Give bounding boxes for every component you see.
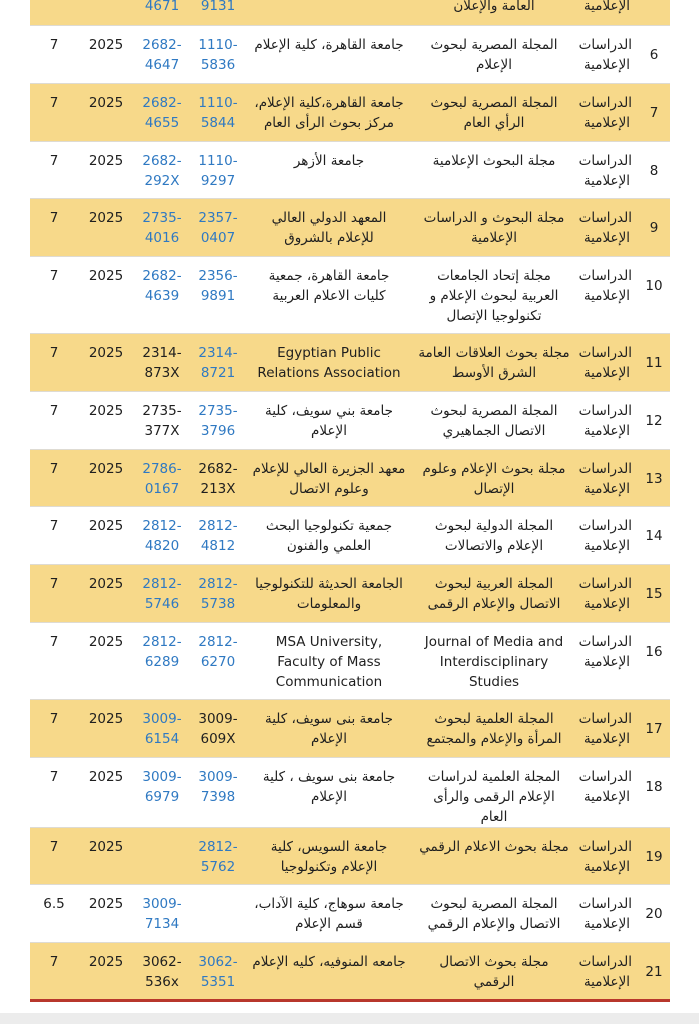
cell-rating: 7 [30, 699, 78, 757]
cell-rating: 7 [30, 942, 78, 1000]
cell-issn-print[interactable]: 2812-4812 [190, 506, 246, 564]
cell-publisher: جامعة بني سويف، كلية الإعلام [246, 391, 412, 449]
cell-issn-print[interactable]: 2735-3796 [190, 391, 246, 449]
cell-issn-online[interactable]: 2682-292X [134, 141, 190, 198]
cell-number [638, 0, 670, 25]
cell-issn-online[interactable] [134, 827, 190, 884]
cell-journal-title: المجلة العلمية لبحوث المرأة والإعلام والمجتمع [412, 699, 576, 757]
cell-number: 14 [638, 506, 670, 564]
cell-publisher: جامعه المنوفيه، كليه الإعلام [246, 942, 412, 1000]
cell-issn-print[interactable]: 3009-7398 [190, 757, 246, 827]
cell-issn-print[interactable]: 1110-5844 [190, 83, 246, 141]
cell-issn-online[interactable]: 2812-5746 [134, 564, 190, 622]
table-row [30, 333, 670, 391]
cell-number: 16 [638, 622, 670, 699]
table-row [30, 622, 670, 699]
cell-issn-online[interactable]: 3009-6979 [134, 757, 190, 827]
bottom-divider [30, 999, 670, 1002]
cell-field: الدراسات الإعلامية [576, 449, 638, 506]
cell-publisher: جامعة بنى سويف، كلية الإعلام [246, 699, 412, 757]
cell-field: الدراسات الإعلامية [576, 827, 638, 884]
cell-rating: 7 [30, 449, 78, 506]
cell-issn-print[interactable]: 9131 [190, 0, 246, 25]
cell-field: الدراسات الإعلامية [576, 757, 638, 827]
cell-journal-title: المجلة الدولية لبحوث الإعلام والاتصالات [412, 506, 576, 564]
cell-publisher: جمعية تكنولوجيا البحث العلمي والفنون [246, 506, 412, 564]
cell-journal-title: مجلة البحوث و الدراسات الإعلامية [412, 198, 576, 256]
cell-journal-title: المجلة المصرية لبحوث الاتصال الجماهيري [412, 391, 576, 449]
cell-number: 9 [638, 198, 670, 256]
cell-number: 11 [638, 333, 670, 391]
cell-year [78, 0, 134, 25]
cell-publisher: جامعة السويس، كلية الإعلام وتكنولوجيا [246, 827, 412, 884]
cell-journal-title: المجلة المصرية لبحوث الرأي العام [412, 83, 576, 141]
cell-rating: 7 [30, 391, 78, 449]
cell-number: 10 [638, 256, 670, 333]
cell-number: 12 [638, 391, 670, 449]
cell-publisher: جامعة القاهرة، جمعية كليات الاعلام العربية [246, 256, 412, 333]
cell-issn-online[interactable]: 4671 [134, 0, 190, 25]
cell-publisher: جامعة القاهرة، كلية الإعلام [246, 25, 412, 83]
table-row [30, 884, 670, 942]
cell-journal-title: العامة والإعلان [412, 0, 576, 25]
cell-field: الدراسات الإعلامية [576, 622, 638, 699]
cell-journal-title: مجلة بحوث الإعلام وعلوم الإتصال [412, 449, 576, 506]
cell-field: الدراسات الإعلامية [576, 564, 638, 622]
cell-field: الدراسات الإعلامية [576, 333, 638, 391]
cell-rating: 7 [30, 564, 78, 622]
cell-rating: 7 [30, 256, 78, 333]
cell-year: 2025 [78, 141, 134, 198]
table-row [30, 942, 670, 1000]
cell-issn-online[interactable]: 3062-536x [134, 942, 190, 1000]
cell-issn-print[interactable]: 1110-9297 [190, 141, 246, 198]
cell-field: الدراسات الإعلامية [576, 942, 638, 1000]
table-row [30, 449, 670, 506]
cell-number: 6 [638, 25, 670, 83]
cell-rating: 7 [30, 198, 78, 256]
cell-number: 20 [638, 884, 670, 942]
cell-journal-title: المجلة المصرية لبحوث الاتصال والإعلام الرقمي [412, 884, 576, 942]
cell-year: 2025 [78, 333, 134, 391]
cell-journal-title: المجلة العلمية لدراسات الإعلام الرقمى والرأى العام [412, 757, 576, 827]
cell-issn-print[interactable]: 2812-6270 [190, 622, 246, 699]
cell-issn-online[interactable]: 2682-4639 [134, 256, 190, 333]
cell-year: 2025 [78, 83, 134, 141]
cell-publisher: الجامعة الحديثة للتكنولوجيا والمعلومات [246, 564, 412, 622]
footer-strip [0, 1013, 699, 1024]
cell-issn-print[interactable] [190, 884, 246, 942]
cell-year: 2025 [78, 25, 134, 83]
cell-year: 2025 [78, 449, 134, 506]
cell-field: الدراسات الإعلامية [576, 198, 638, 256]
cell-year: 2025 [78, 699, 134, 757]
table-row [30, 827, 670, 884]
table-row [30, 699, 670, 757]
cell-field: الدراسات الإعلامية [576, 699, 638, 757]
cell-publisher [246, 0, 412, 25]
cell-publisher: جامعة بنى سويف ، كلية الإعلام [246, 757, 412, 827]
cell-journal-title: مجلة إتحاد الجامعات العربية لبحوث الإعلام و تكنولوجيا الإتصال [412, 256, 576, 333]
cell-number: 7 [638, 83, 670, 141]
cell-field: الدراسات الإعلامية [576, 141, 638, 198]
cell-journal-title: مجلة بحوث الاعلام الرقمي [412, 827, 576, 884]
cell-number: 13 [638, 449, 670, 506]
cell-rating: 7 [30, 622, 78, 699]
cell-issn-online[interactable]: 2314-873X [134, 333, 190, 391]
cell-year: 2025 [78, 256, 134, 333]
cell-publisher: جامعة سوهاج، كلية الآداب، قسم الإعلام [246, 884, 412, 942]
cell-issn-print[interactable]: 2812-5738 [190, 564, 246, 622]
cell-year: 2025 [78, 391, 134, 449]
cell-publisher: معهد الجزيرة العالي للإعلام وعلوم الاتصال [246, 449, 412, 506]
cell-publisher: جامعة القاهرة،كلية الإعلام، مركز بحوث الرأى العام [246, 83, 412, 141]
journals-table-body [30, 0, 670, 1000]
cell-rating: 7 [30, 506, 78, 564]
cell-rating: 6.5 [30, 884, 78, 942]
cell-issn-online[interactable]: 3009-7134 [134, 884, 190, 942]
cell-rating: 7 [30, 333, 78, 391]
cell-issn-online[interactable]: 2786-0167 [134, 449, 190, 506]
cell-issn-print[interactable]: 2314-8721 [190, 333, 246, 391]
cell-year: 2025 [78, 942, 134, 1000]
table-row-partial [30, 0, 670, 25]
cell-issn-online[interactable]: 3009-6154 [134, 699, 190, 757]
table-row [30, 198, 670, 256]
cell-number: 15 [638, 564, 670, 622]
cell-issn-print[interactable]: 3062-5351 [190, 942, 246, 1000]
cell-year: 2025 [78, 198, 134, 256]
cell-field: الإعلامية [576, 0, 638, 25]
cell-issn-online[interactable]: 2682-4655 [134, 83, 190, 141]
cell-issn-print[interactable]: 2812-5762 [190, 827, 246, 884]
cell-journal-title: مجلة بحوث الاتصال الرقمي [412, 942, 576, 1000]
cell-issn-online[interactable]: 2682-4647 [134, 25, 190, 83]
cell-issn-online[interactable]: 2735-4016 [134, 198, 190, 256]
cell-journal-title: مجلة بحوث العلاقات العامة الشرق الأوسط [412, 333, 576, 391]
cell-publisher: المعهد الدولي العالي للإعلام بالشروق [246, 198, 412, 256]
cell-number: 19 [638, 827, 670, 884]
table-row [30, 141, 670, 198]
cell-year: 2025 [78, 884, 134, 942]
cell-issn-online[interactable]: 2812-6289 [134, 622, 190, 699]
table-row [30, 391, 670, 449]
journals-table-wrapper [30, 0, 670, 1001]
cell-number: 8 [638, 141, 670, 198]
cell-field: الدراسات الإعلامية [576, 25, 638, 83]
table-row [30, 256, 670, 333]
cell-journal-title: Journal of Media and Interdisciplinary Studies [412, 622, 576, 699]
table-row [30, 757, 670, 827]
cell-rating: 7 [30, 141, 78, 198]
cell-year: 2025 [78, 506, 134, 564]
cell-number: 17 [638, 699, 670, 757]
cell-field: الدراسات الإعلامية [576, 391, 638, 449]
cell-issn-online[interactable]: 2812-4820 [134, 506, 190, 564]
cell-issn-print[interactable]: 3009-609X [190, 699, 246, 757]
cell-publisher: جامعة الأزهر [246, 141, 412, 198]
cell-field: الدراسات الإعلامية [576, 256, 638, 333]
cell-year: 2025 [78, 564, 134, 622]
cell-rating: 7 [30, 757, 78, 827]
table-row [30, 25, 670, 83]
cell-journal-title: المجلة العربية لبحوث الاتصال والإعلام الرقمى [412, 564, 576, 622]
journals-table [30, 0, 670, 1001]
cell-field: الدراسات الإعلامية [576, 83, 638, 141]
cell-field: الدراسات الإعلامية [576, 884, 638, 942]
cell-year: 2025 [78, 827, 134, 884]
table-row [30, 83, 670, 141]
cell-issn-print[interactable]: 1110-5836 [190, 25, 246, 83]
cell-journal-title: مجلة البحوث الإعلامية [412, 141, 576, 198]
cell-field: الدراسات الإعلامية [576, 506, 638, 564]
cell-issn-online[interactable]: 2735-377X [134, 391, 190, 449]
cell-journal-title: المجلة المصرية لبحوث الإعلام [412, 25, 576, 83]
cell-rating: 7 [30, 83, 78, 141]
cell-number: 18 [638, 757, 670, 827]
cell-issn-print[interactable]: 2357-0407 [190, 198, 246, 256]
cell-year: 2025 [78, 757, 134, 827]
cell-issn-print[interactable]: 2682-213X [190, 449, 246, 506]
cell-issn-print[interactable]: 2356-9891 [190, 256, 246, 333]
cell-year: 2025 [78, 622, 134, 699]
cell-publisher: Egyptian Public Relations Association [246, 333, 412, 391]
cell-number: 21 [638, 942, 670, 1000]
table-row [30, 506, 670, 564]
cell-publisher: MSA University, Faculty of Mass Communication [246, 622, 412, 699]
cell-rating [30, 0, 78, 25]
cell-rating: 7 [30, 827, 78, 884]
cell-rating: 7 [30, 25, 78, 83]
table-row [30, 564, 670, 622]
